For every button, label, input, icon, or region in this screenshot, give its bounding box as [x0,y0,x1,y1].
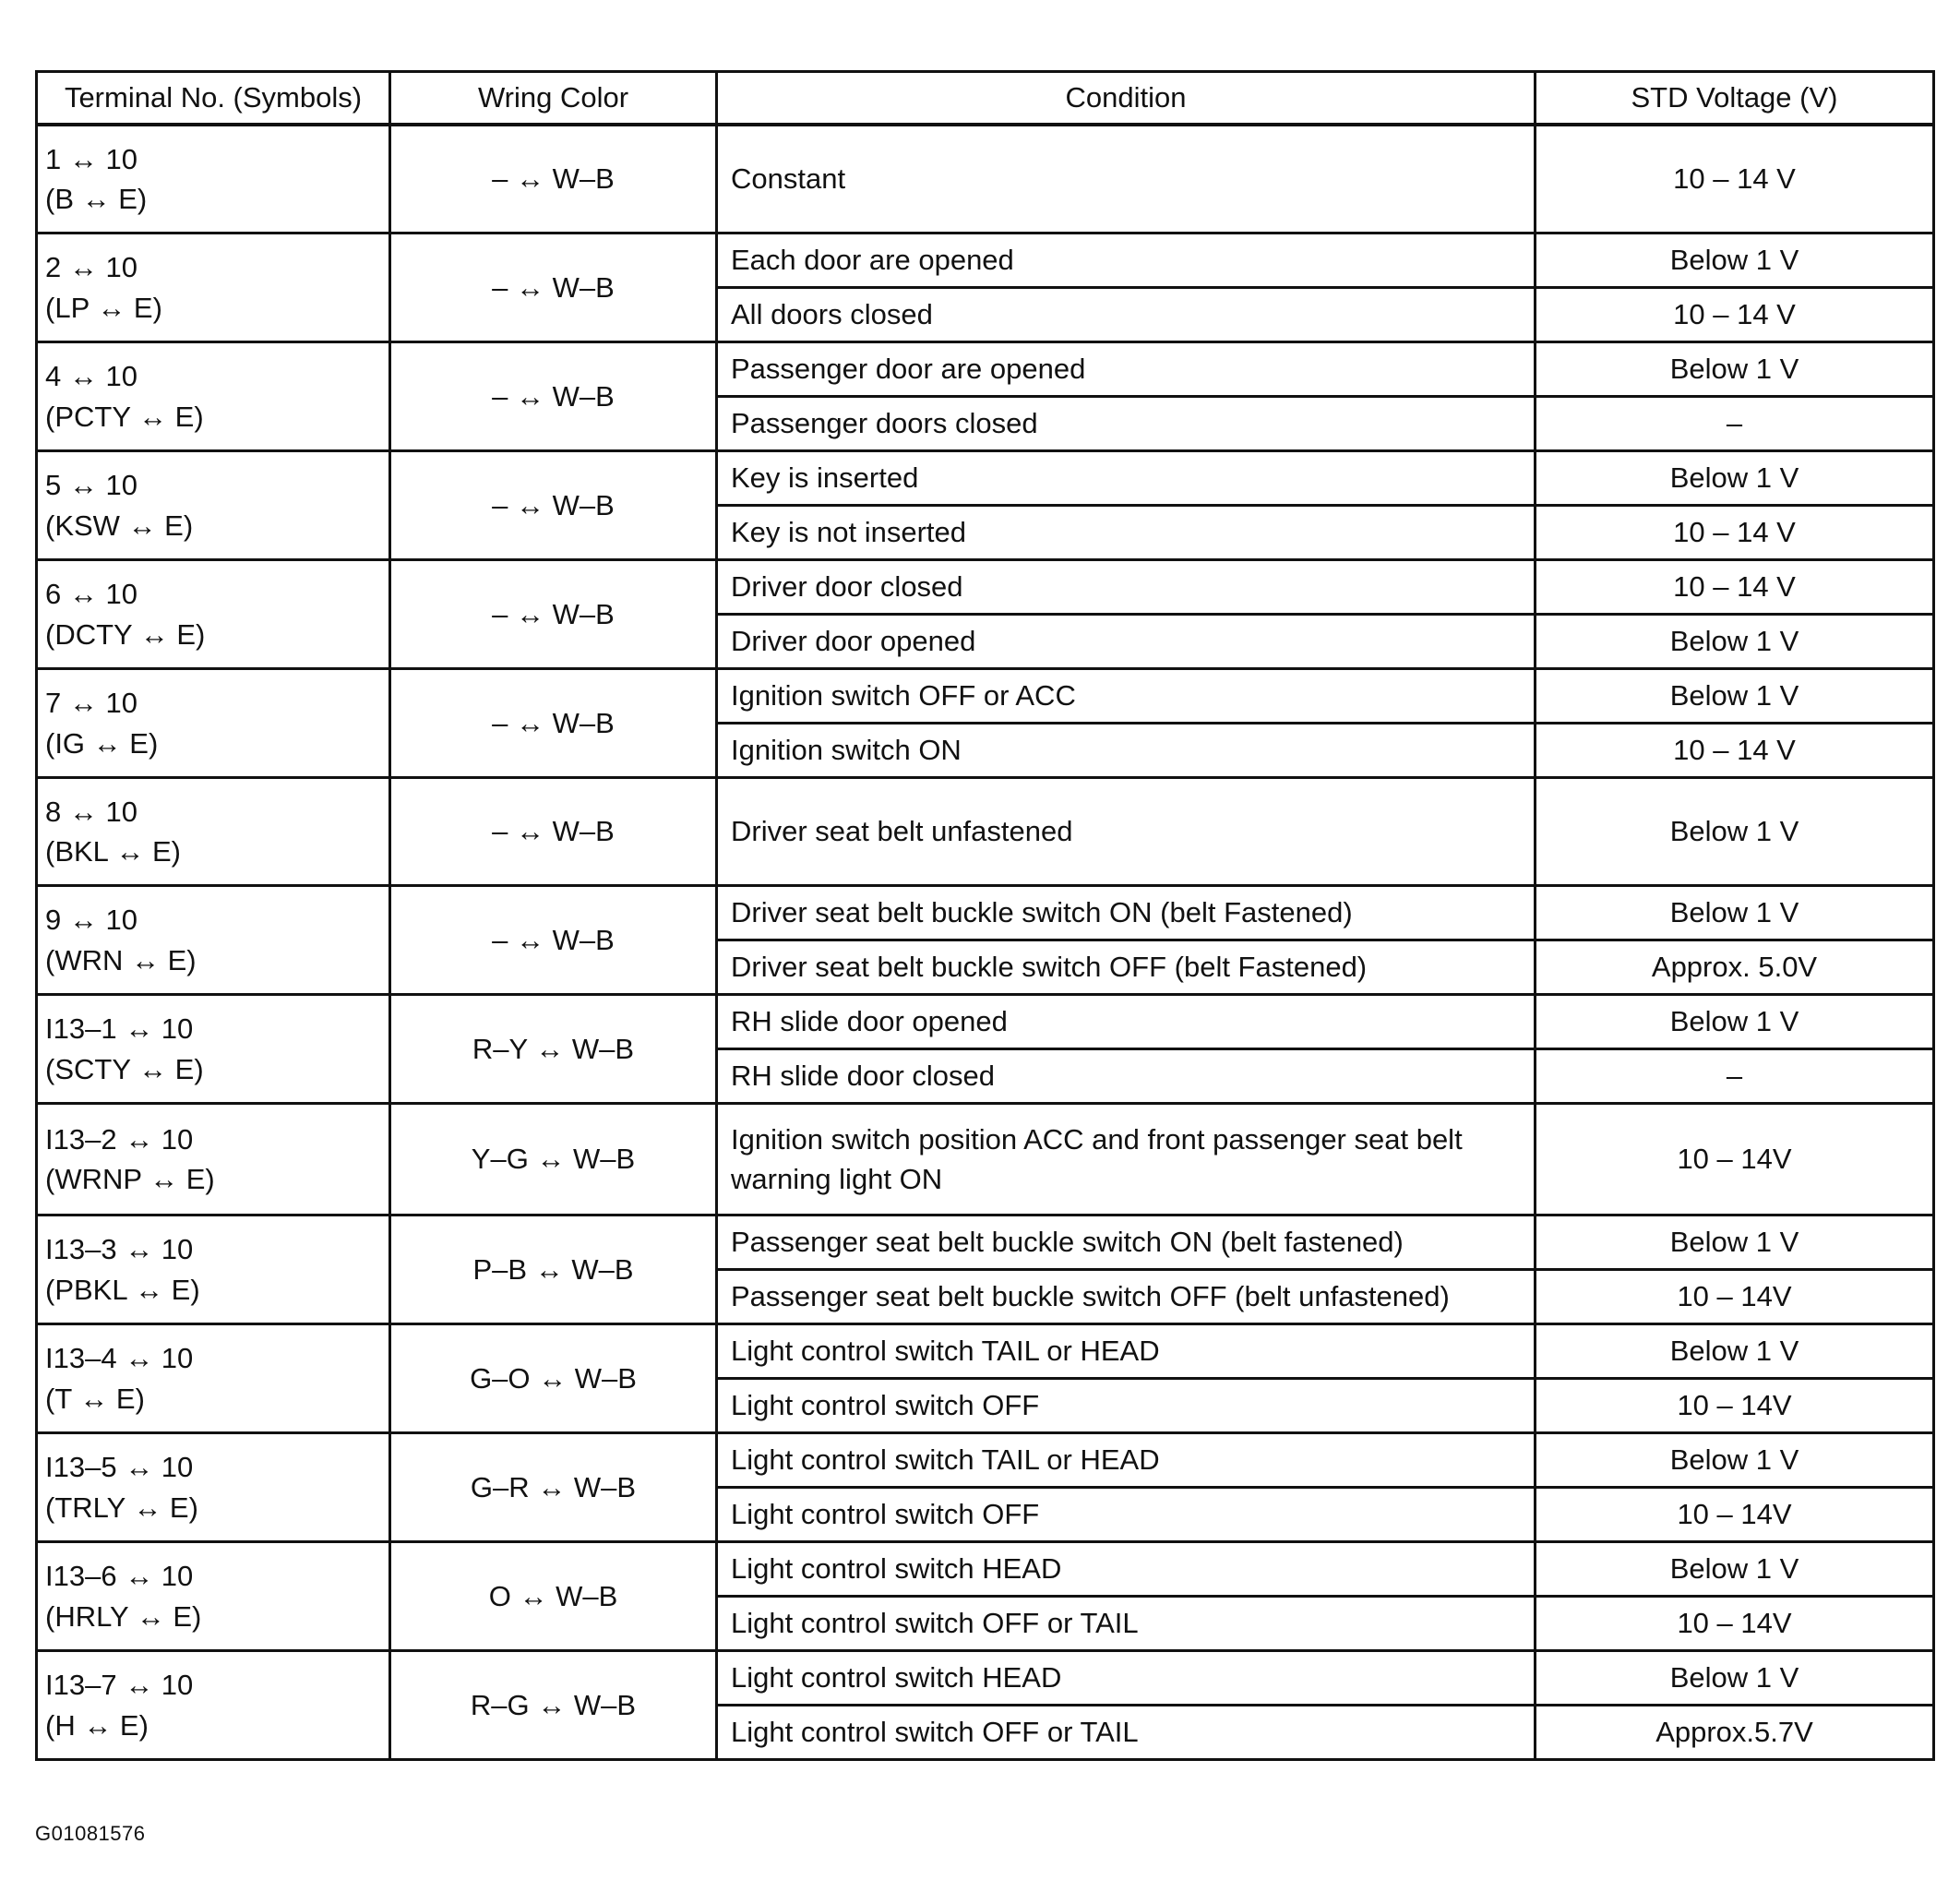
header-terminal: Terminal No. (Symbols) [37,72,390,126]
table-row [37,1215,1934,1270]
table-row [37,1324,1934,1379]
condition-cell: Driver seat belt buckle switch OFF (belt Fastened) [717,940,1536,995]
std-voltage-cell: Below 1 V [1536,615,1934,669]
terminal-symbol: (TRLY ↔ E) [45,1491,198,1524]
std-voltage-cell: Below 1 V [1536,451,1934,506]
condition-cell: Light control switch HEAD [717,1651,1536,1706]
wiring-color-cell: – ↔ W–B [390,234,717,342]
terminal-cell [37,1542,390,1651]
std-voltage-cell: – [1536,397,1934,451]
wiring-color-cell: Y–G ↔ W–B [390,1104,717,1215]
table-row [37,1651,1934,1706]
table-row [37,560,1934,615]
terminal-symbol: (WRN ↔ E) [45,943,197,976]
condition-cell: RH slide door closed [717,1049,1536,1104]
header-condition: Condition [717,72,1536,126]
condition-cell: Light control switch TAIL or HEAD [717,1433,1536,1488]
table-row [37,451,1934,506]
terminal-number: 9 ↔ 10 [45,904,137,937]
wiring-color-cell: R–Y ↔ W–B [390,995,717,1104]
terminal-cell [37,1215,390,1324]
terminal-cell [37,234,390,342]
condition-cell: Light control switch TAIL or HEAD [717,1324,1536,1379]
condition-cell: Ignition switch ON [717,724,1536,778]
table-row [37,1104,1934,1215]
std-voltage-cell: 10 – 14 V [1536,288,1934,342]
condition-cell: Each door are opened [717,234,1536,288]
condition-cell: Light control switch OFF or TAIL [717,1706,1536,1760]
wiring-color-cell: – ↔ W–B [390,778,717,886]
wiring-color-cell: P–B ↔ W–B [390,1215,717,1324]
condition-cell: Light control switch OFF [717,1379,1536,1433]
table-row [37,234,1934,288]
terminal-number: I13–5 ↔ 10 [45,1451,194,1484]
terminal-cell [37,1104,390,1215]
table-row [37,886,1934,940]
terminal-number: I13–1 ↔ 10 [45,1012,194,1046]
terminal-voltage-table [35,70,1935,1761]
std-voltage-cell: Below 1 V [1536,1651,1934,1706]
terminal-number: 5 ↔ 10 [45,469,137,502]
std-voltage-cell: Below 1 V [1536,1433,1934,1488]
condition-cell: Light control switch OFF [717,1488,1536,1542]
terminal-symbol: (IG ↔ E) [45,726,159,760]
condition-cell: Driver seat belt unfastened [717,778,1536,886]
terminal-symbol: (PCTY ↔ E) [45,400,204,433]
std-voltage-cell: 10 – 14V [1536,1270,1934,1324]
terminal-symbol: (BKL ↔ E) [45,835,181,868]
terminal-symbol: (DCTY ↔ E) [45,617,206,651]
std-voltage-cell: Below 1 V [1536,995,1934,1049]
std-voltage-cell: 10 – 14V [1536,1488,1934,1542]
terminal-number: I13–2 ↔ 10 [45,1122,194,1156]
terminal-cell [37,995,390,1104]
condition-cell: Driver door opened [717,615,1536,669]
std-voltage-cell: Below 1 V [1536,778,1934,886]
terminal-cell [37,342,390,451]
wiring-color-cell: – ↔ W–B [390,560,717,669]
table-body [37,125,1934,1760]
std-voltage-cell: Approx.5.7V [1536,1706,1934,1760]
table-row [37,995,1934,1049]
terminal-symbol: (LP ↔ E) [45,291,162,324]
std-voltage-cell: 10 – 14 V [1536,560,1934,615]
std-voltage-cell: 10 – 14 V [1536,125,1934,234]
wiring-color-cell: – ↔ W–B [390,669,717,778]
terminal-cell [37,886,390,995]
wiring-color-cell: G–O ↔ W–B [390,1324,717,1433]
table-row [37,1542,1934,1597]
terminal-cell [37,560,390,669]
terminal-number: 8 ↔ 10 [45,795,137,828]
terminal-cell [37,1433,390,1542]
terminal-number: 7 ↔ 10 [45,687,137,720]
terminal-number: I13–7 ↔ 10 [45,1669,194,1702]
wiring-color-cell: O ↔ W–B [390,1542,717,1651]
std-voltage-cell: 10 – 14 V [1536,724,1934,778]
condition-cell: Ignition switch position ACC and front passenger seat belt warning light ON [717,1104,1536,1215]
terminal-number: I13–6 ↔ 10 [45,1560,194,1593]
table-row [37,342,1934,397]
condition-cell: Constant [717,125,1536,234]
terminal-symbol: (WRNP ↔ E) [45,1163,215,1195]
terminal-cell [37,778,390,886]
condition-cell: Passenger door are opened [717,342,1536,397]
terminal-symbol: (H ↔ E) [45,1708,149,1742]
figure-id: G01081576 [35,1822,146,1845]
condition-cell: RH slide door opened [717,995,1536,1049]
terminal-number: I13–4 ↔ 10 [45,1342,194,1375]
terminal-symbol: (SCTY ↔ E) [45,1052,204,1085]
table-row [37,1433,1934,1488]
terminal-cell [37,125,390,234]
terminal-symbol: (B ↔ E) [45,183,148,215]
std-voltage-cell: 10 – 14V [1536,1379,1934,1433]
condition-cell: Driver seat belt buckle switch ON (belt Fastened) [717,886,1536,940]
terminal-cell [37,1651,390,1760]
condition-cell: Key is inserted [717,451,1536,506]
condition-cell: Light control switch HEAD [717,1542,1536,1597]
terminal-number: 1 ↔ 10 [45,142,137,175]
terminal-number: I13–3 ↔ 10 [45,1233,194,1266]
wiring-color-cell: G–R ↔ W–B [390,1433,717,1542]
table-row [37,669,1934,724]
header-std-voltage: STD Voltage (V) [1536,72,1934,126]
condition-cell: Passenger seat belt buckle switch ON (belt fastened) [717,1215,1536,1270]
std-voltage-cell: 10 – 14V [1536,1597,1934,1651]
header-wiring-color: Wring Color [390,72,717,126]
terminal-symbol: (HRLY ↔ E) [45,1599,202,1633]
std-voltage-cell: Below 1 V [1536,1324,1934,1379]
terminal-symbol: (KSW ↔ E) [45,509,194,542]
terminal-cell [37,1324,390,1433]
terminal-number: 4 ↔ 10 [45,360,137,393]
terminal-symbol: (T ↔ E) [45,1382,145,1415]
table-header-row [37,72,1934,126]
wiring-color-cell: – ↔ W–B [390,125,717,234]
wiring-color-cell: R–G ↔ W–B [390,1651,717,1760]
std-voltage-cell: – [1536,1049,1934,1104]
condition-cell: Light control switch OFF or TAIL [717,1597,1536,1651]
terminal-voltage-sheet [35,70,1932,1761]
std-voltage-cell: Below 1 V [1536,886,1934,940]
std-voltage-cell: Below 1 V [1536,1542,1934,1597]
std-voltage-cell: Approx. 5.0V [1536,940,1934,995]
terminal-number: 2 ↔ 10 [45,251,137,284]
wiring-color-cell: – ↔ W–B [390,342,717,451]
terminal-cell [37,451,390,560]
condition-cell: Key is not inserted [717,506,1536,560]
std-voltage-cell: Below 1 V [1536,234,1934,288]
condition-cell: Ignition switch OFF or ACC [717,669,1536,724]
condition-cell: Passenger seat belt buckle switch OFF (belt unfastened) [717,1270,1536,1324]
table-row [37,125,1934,234]
std-voltage-cell: Below 1 V [1536,342,1934,397]
std-voltage-cell: Below 1 V [1536,1215,1934,1270]
table-row [37,778,1934,886]
condition-cell: Passenger doors closed [717,397,1536,451]
wiring-color-cell: – ↔ W–B [390,451,717,560]
std-voltage-cell: 10 – 14V [1536,1104,1934,1215]
std-voltage-cell: 10 – 14 V [1536,506,1934,560]
wiring-color-cell: – ↔ W–B [390,886,717,995]
condition-cell: All doors closed [717,288,1536,342]
terminal-cell [37,669,390,778]
condition-cell: Driver door closed [717,560,1536,615]
terminal-number: 6 ↔ 10 [45,578,137,611]
terminal-symbol: (PBKL ↔ E) [45,1273,200,1306]
std-voltage-cell: Below 1 V [1536,669,1934,724]
